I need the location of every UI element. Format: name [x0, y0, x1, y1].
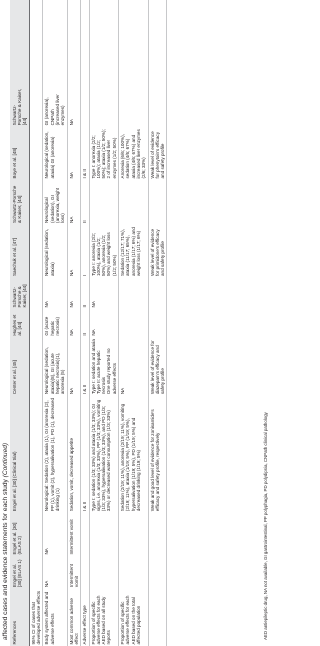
table-caption — [1, 0, 10, 640]
table-cell — [119, 87, 148, 127]
table-cell: Weak and good level of evidence for zonisamide's efficacy and safety profile, respectively — [149, 409, 160, 512]
table-cell — [119, 180, 148, 224]
caption-continued: (Continued) — [2, 442, 9, 478]
table-cell — [148, 0, 167, 87]
table-cell: Intermittent vomit — [68, 519, 74, 555]
table-cell — [29, 180, 43, 224]
table-cell: Neurological (sedation), GI (anorexia, weight loss) — [44, 187, 66, 223]
column-header: Engel et al. [30] (ELAS 2) — [10, 513, 29, 556]
column-header: References — [10, 589, 29, 646]
table-cell — [29, 513, 43, 556]
table-cell — [148, 278, 167, 309]
table-body — [29, 0, 167, 646]
table-cell — [29, 278, 43, 309]
table-cell: Type I: sedation (1/3; 33%) and ataxia (1/3; 33%); GI signs, i.e. anorexia (1/3; 33%), PP (1/3; 33%), vomiting (1/3; 33%), hypersalivation (1/3; 33%), and PD (1/3; 33%) or decreased water consumption (1/3; 33%) — [90, 399, 112, 512]
table-cell — [89, 513, 118, 556]
table-cell: I & II — [82, 169, 88, 179]
table-cell — [81, 556, 89, 589]
table-cell: NA — [68, 269, 74, 277]
table-cell: Weak level of evidence for diazepam's efficacy and safety profile — [149, 340, 166, 395]
table-cell — [119, 556, 148, 589]
table-row — [43, 0, 67, 646]
table-row — [29, 0, 43, 646]
column-header: Center et al. [45] — [10, 337, 29, 396]
table-cell: NA — [68, 119, 74, 126]
table-cell — [29, 0, 43, 87]
table-cell: Sedation, vomit, decreased appetite — [68, 437, 74, 512]
table-cell — [81, 0, 89, 87]
table-cell: Intermittent vomit — [68, 564, 79, 588]
table-cell: II — [82, 220, 88, 223]
table-cell: I & II — [82, 384, 88, 395]
row-label: Most common adverse effect — [68, 598, 79, 645]
evidence-table — [10, 0, 167, 646]
table-cell: Neurological (sedation, ataxia)(8), GI (acute hepatic necrosis)(1), anorexia (5) — [44, 347, 66, 395]
table-row — [148, 0, 167, 646]
column-header: Engel et al. [30] (ELAS 1) — [10, 556, 29, 589]
table-cell: Type I: anorexia (2/2; 100%), ataxia (1/2; 50%), anorexia (1/2; 50%) and weight loss (1/2; 50%) — [90, 232, 117, 277]
table-cell: NA — [44, 580, 50, 588]
table-cell — [89, 180, 118, 224]
table-cell — [43, 0, 67, 87]
table-cell — [29, 309, 43, 337]
table-cell: NA — [120, 387, 126, 395]
table-cell: NA — [68, 216, 74, 223]
column-header: Engel et al. [30] (Clinical trial) — [10, 396, 29, 513]
table-cell: I & II — [82, 501, 88, 512]
table-cell: Neurological (sedation, ataxia) GI (anorexia) — [44, 131, 55, 179]
table-cell: Type I: anorexia (2/2; 100%); ataxia (1/2; 50%); ataxia (1/2; 50%); 2 of increased liver enzymes (1/2; 50%) — [90, 129, 117, 179]
table-cell — [148, 180, 167, 224]
table-cell — [29, 224, 43, 277]
table-cell — [29, 337, 43, 396]
table-cell: II — [82, 304, 88, 308]
table-cell: Sedation (12/17; 71%), ataxia (11/17; 65%), anorexia (1/17; 6%) and weight loss (1/17; 6%) — [120, 227, 141, 277]
table-cell — [119, 278, 148, 309]
table-cell: Type I: sedation and ataxia Type II: acute hepatic necrosis One study reported no adverse effects — [90, 339, 117, 395]
table-cell: NA — [44, 301, 50, 308]
column-header: Boye et al. [48] — [10, 127, 29, 180]
table-footnote: AED antiepileptic drug, NA not available, GI gastrointestinal, PP polyphagia, PD polydipsia, CNPath clinical pathology — [263, 412, 268, 640]
column-header: Hughes et al. [44] — [10, 309, 29, 337]
table-cell — [29, 87, 43, 127]
row-label: Proportion of specific adverse effects for each AED based on the total affected population — [120, 595, 141, 645]
table-cell: I — [82, 274, 88, 277]
table-cell: Weak level of evidence for phenytoin's efficacy and safety profile — [149, 131, 166, 179]
table-cell: NA — [68, 329, 74, 336]
header-row — [10, 0, 29, 646]
column-header: Schwartz-Porsche & Kaiser, [44] — [10, 87, 29, 127]
table-cell — [119, 513, 148, 556]
table-cell: NA — [68, 301, 74, 308]
table-cell: GI (anorexia), CNPath (increased liver enzymes) — [44, 94, 66, 126]
table-cell — [81, 513, 89, 556]
table-cell: GI (acute hepatic necrosis) — [44, 316, 61, 336]
row-label: Proportion of specific adverse effects for each AED based on all study reports — [90, 595, 112, 645]
column-header: Schwartz-Porsche & Kaiser, [44] — [10, 180, 29, 224]
table-cell — [148, 87, 167, 127]
column-header: Schwartz-Porsche & Kaiser, [44] — [10, 278, 29, 309]
table-cell — [29, 127, 43, 180]
table-header — [10, 0, 29, 646]
row-label: Body system affected and adverse effects — [44, 591, 55, 645]
table-cell — [148, 556, 167, 589]
caption-text: affected cases and evidence statements for each study — [2, 479, 9, 640]
table-cell — [89, 556, 118, 589]
table-cell — [81, 87, 89, 127]
column-header — [10, 0, 29, 87]
table-cell: Anorexia (6/6; 100%), sedation (4/6; 67%) ataxia (4/6; 67%) and increased liver enzymes (2/6; 33%) — [120, 129, 147, 179]
table-cell: NA — [68, 172, 74, 179]
table-row — [81, 0, 89, 646]
table-cell — [119, 0, 148, 87]
table-cell: Sedation (2/19; 11%), anorexia (2/19; 11%), vomiting (2/19; 11%), ataxia (1/19; 5%), PP (1/19; 5%), hypersalivation (1/19; 5%), PD (1/19; 5%) and decreased drinking (1/19; 5%) — [120, 403, 141, 512]
table-cell — [89, 0, 118, 87]
table-cell: Neurological (sedation, ataxia) — [44, 229, 55, 277]
table-row — [119, 0, 148, 646]
table-cell — [89, 87, 118, 127]
table-row — [89, 0, 118, 646]
table-cell: NA — [90, 301, 96, 308]
row-label — [148, 589, 167, 646]
table-cell — [67, 0, 81, 87]
table-cell: II — [82, 333, 88, 336]
column-header: Saechuk et al. [47] — [10, 224, 29, 277]
table-cell — [29, 556, 43, 589]
table-cell — [148, 513, 167, 556]
table-cell: NA — [44, 548, 50, 555]
table-cell — [148, 309, 167, 337]
row-label: 95% CI of cases that developed adverse effects — [30, 590, 42, 645]
table-cell: Weak level of evidence for primidone's efficacy and safety profile — [149, 228, 166, 277]
table-cell: Neurological: Sedation (2), ataxia (1), GI (anorexia (2), PP (1), vomit (2), hypersalivation (1), PD (1), decreased drinking (1) — [44, 397, 61, 512]
table-cell: NA — [90, 329, 96, 336]
table-cell — [29, 396, 43, 513]
table-row — [67, 0, 81, 646]
table-cell — [119, 309, 148, 337]
row-label: Adverse effect type — [82, 605, 88, 645]
table-cell: NA — [68, 387, 74, 395]
